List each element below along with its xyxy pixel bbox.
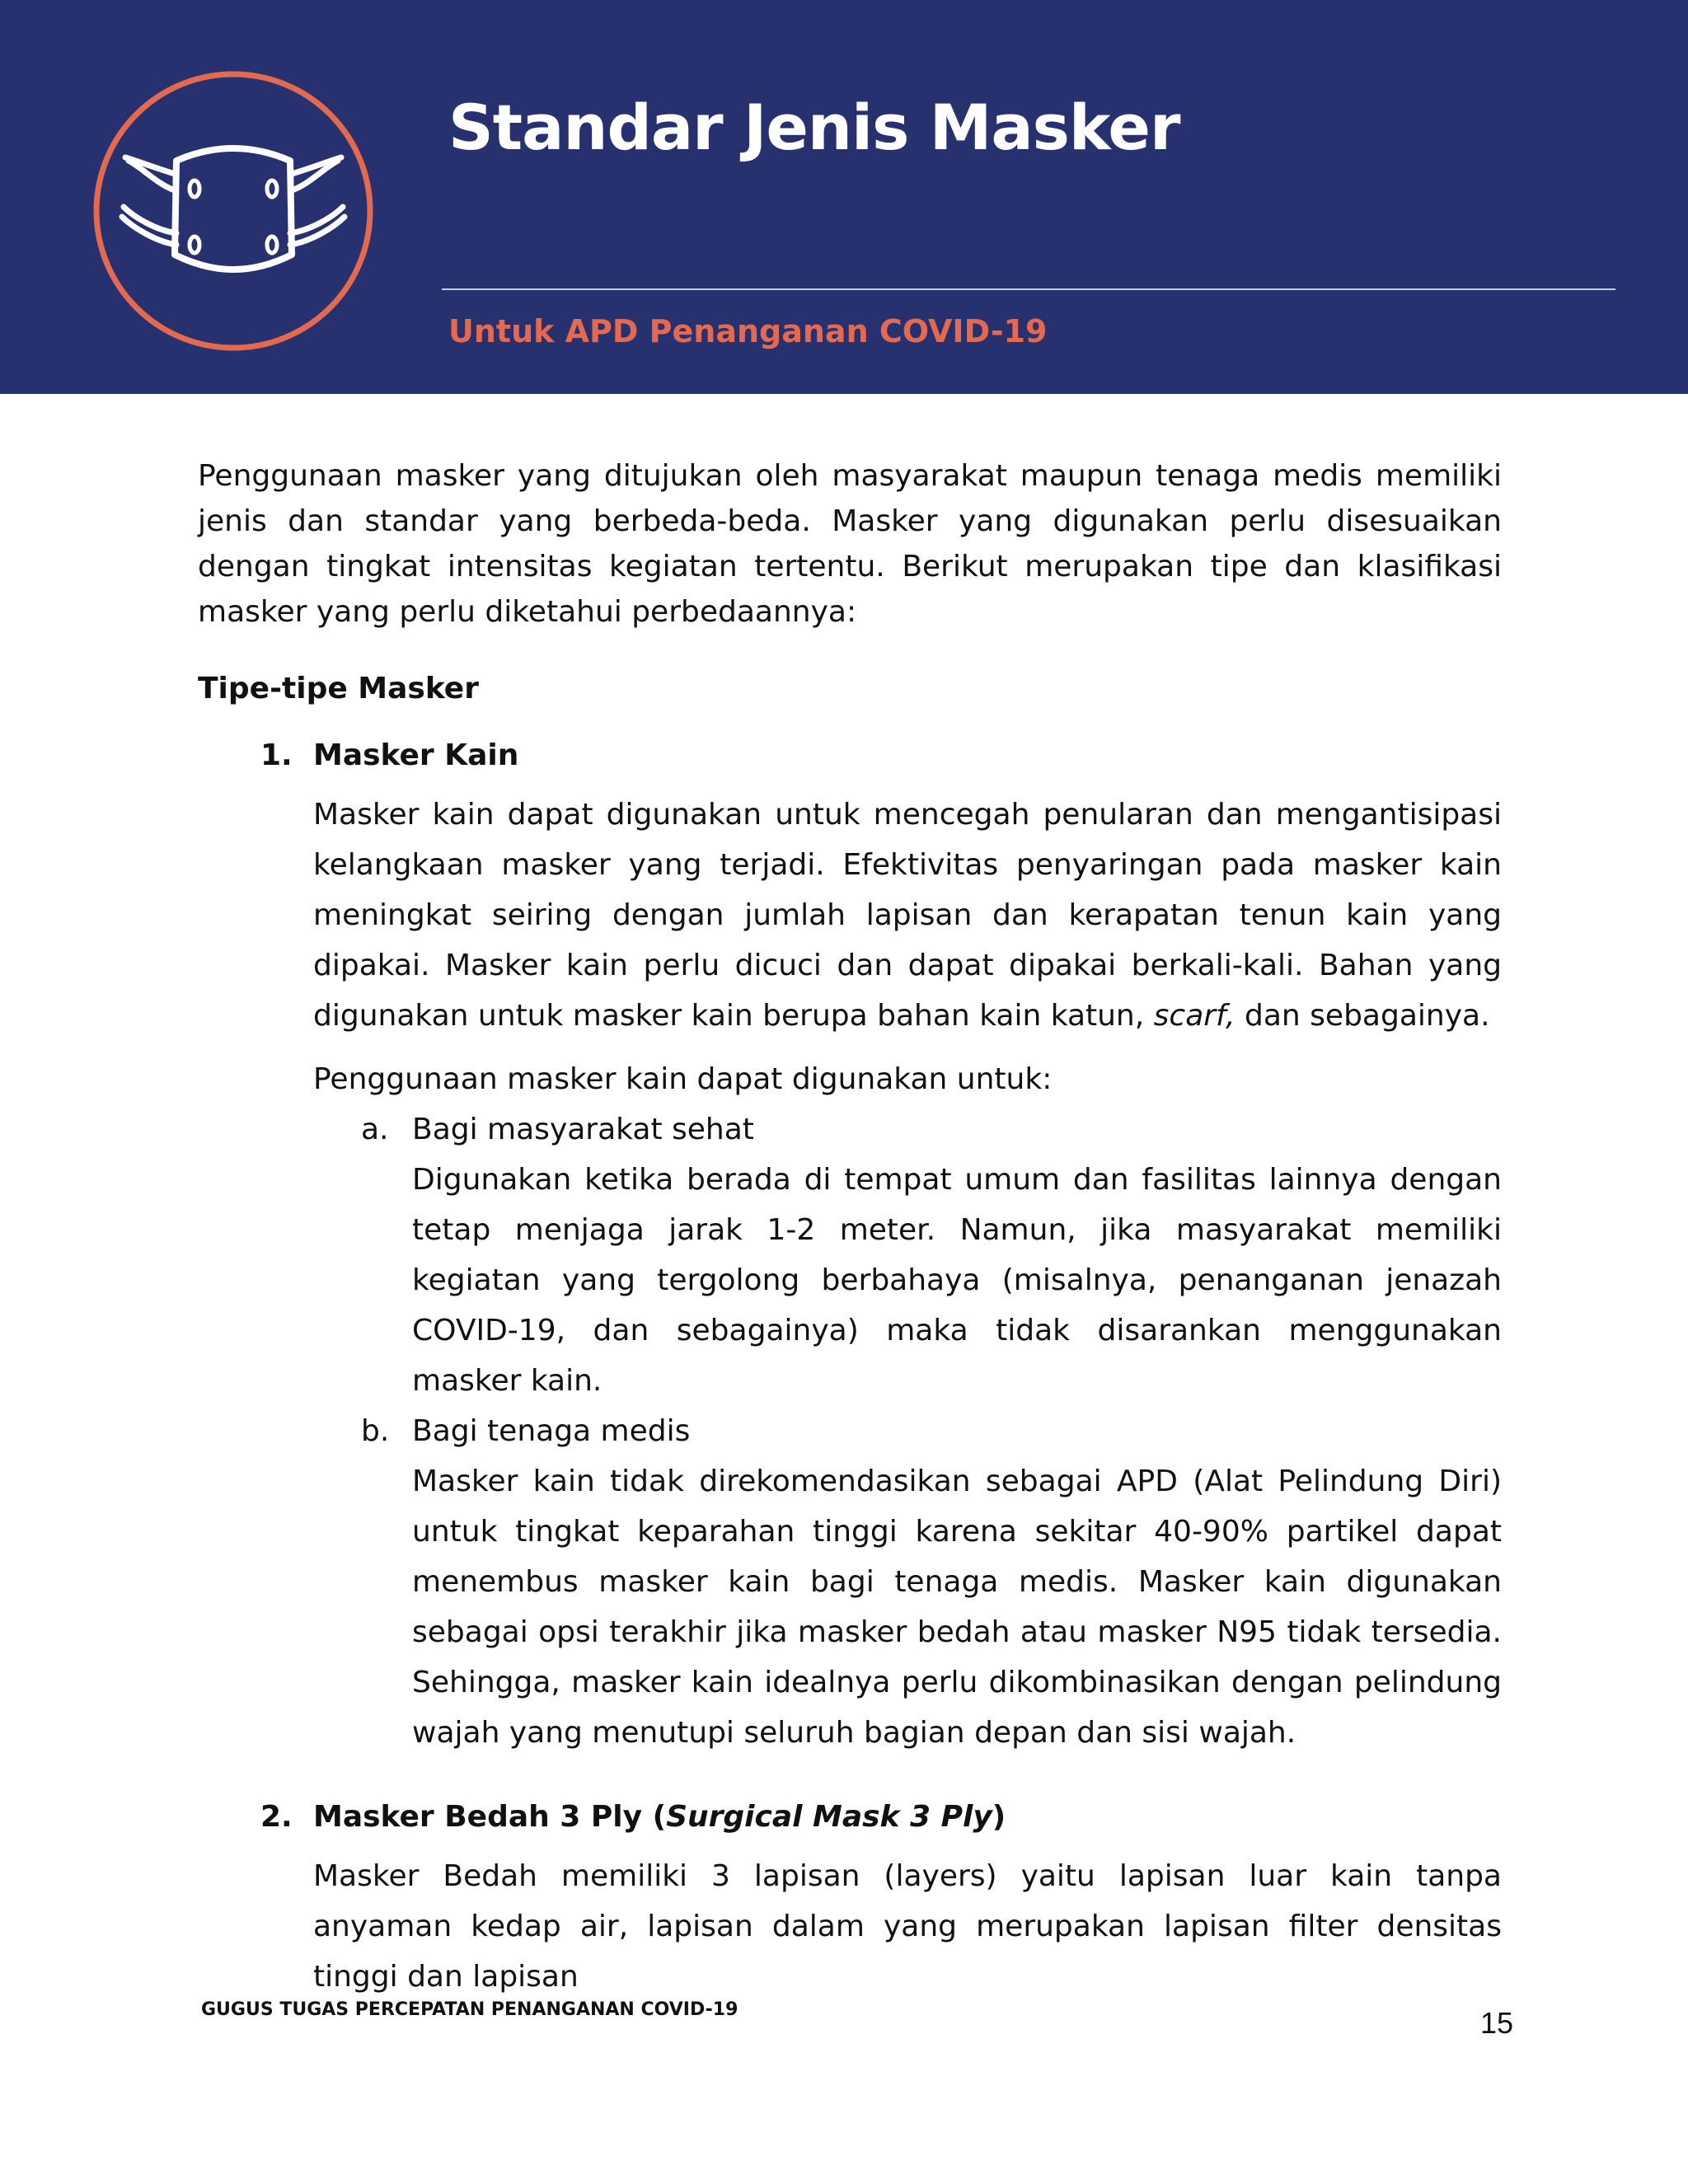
sub-list	[361, 1104, 1502, 1758]
sub-item-text: Digunakan ketika berada di tempat umum dan fasilitas lainnya dengan tetap menjaga jarak 1-2 meter. Namun, jika masyarakat memiliki kegiatan yang tergolong berbahaya (misalnya, penanganan jenazah COVID-19, dan sebagainya) maka tidak disarankan menggunakan masker kain.	[412, 1163, 1502, 1398]
header-band	[0, 0, 1688, 394]
body-paragraph: Masker Bedah memiliki 3 lapisan (layers) yaitu lapisan luar kain tanpa anyaman kedap air, lapisan dalam yang merupakan lapisan filter densitas tinggi dan lapisan	[313, 1859, 1502, 1994]
body-text: dan sebagainya.	[1235, 999, 1490, 1033]
sub-item-letter: a.	[361, 1113, 389, 1146]
list-item-heading	[313, 1794, 1006, 1840]
header-divider	[442, 288, 1615, 290]
list-item-heading: Masker Kain	[313, 738, 519, 772]
section-heading: Tipe-tipe Masker	[198, 672, 479, 705]
sub-item-content	[412, 1104, 1502, 1406]
body-paragraph	[313, 790, 1502, 1041]
list-item-title	[260, 733, 1502, 778]
list-item-number: 2.	[260, 1800, 293, 1834]
page-title: Standar Jenis Masker	[448, 91, 1180, 164]
usage-intro: Penggunaan masker kain dapat digunakan untuk:	[313, 1062, 1053, 1096]
italic-term: scarf,	[1153, 999, 1236, 1033]
sub-list-item	[361, 1104, 1502, 1406]
heading-text-end: )	[992, 1800, 1006, 1834]
sub-item-letter: b.	[361, 1414, 390, 1448]
page-number: 15	[1480, 2006, 1514, 2040]
sub-list-item	[361, 1406, 1502, 1758]
page-subtitle: Untuk APD Penanganan COVID-19	[448, 313, 1048, 349]
sub-item-title: Bagi masyarakat sehat	[412, 1113, 754, 1146]
sub-item-content	[412, 1406, 1502, 1758]
face-mask-icon	[91, 68, 376, 354]
list-item-body	[313, 790, 1502, 1758]
list-item-body	[313, 1851, 1502, 2002]
sub-item-text: Masker kain tidak direkomendasikan sebagai APD (Alat Pelindung Diri) untuk tingkat keparahan tinggi karena sekitar 40-90% partikel dapat menembus masker kain bagi tenaga medis. Masker kain digunakan sebagai opsi terakhir jika masker bedah atau masker N95 tidak tersedia. Sehingga, masker kain idealnya perlu dikombinasikan dengan pelindung wajah yang menutupi seluruh bagian depan dan sisi wajah.	[412, 1465, 1502, 1750]
list-item-number: 1.	[260, 738, 293, 772]
document-body	[198, 453, 1502, 2002]
heading-text: Masker Bedah 3 Ply (	[313, 1800, 667, 1834]
heading-italic: Surgical Mask 3 Ply	[666, 1800, 992, 1834]
body-text: Masker kain dapat digunakan untuk mencegah penularan dan mengantisipasi kelangkaan masker yang terjadi. Efektivitas penyaringan pada masker kain meningkat seiring dengan jumlah lapisan dan kerapatan tenun kain yang dipakai. Masker kain perlu dicuci dan dapat dipakai berkali-kali. Bahan yang digunakan untuk masker kain berupa bahan kain katun,	[313, 798, 1502, 1033]
intro-paragraph: Penggunaan masker yang ditujukan oleh masyarakat maupun tenaga medis memiliki jenis dan standar yang berbeda-beda. Masker yang digunakan perlu disesuaikan dengan tingkat intensitas kegiatan tertentu. Berikut merupakan tipe dan klasifikasi masker yang perlu diketahui perbedaannya:	[198, 459, 1502, 629]
sub-item-title: Bagi tenaga medis	[412, 1414, 691, 1448]
list-item-title	[260, 1794, 1502, 1840]
footer-organization: GUGUS TUGAS PERCEPATAN PENANGANAN COVID-19	[201, 1999, 738, 2020]
